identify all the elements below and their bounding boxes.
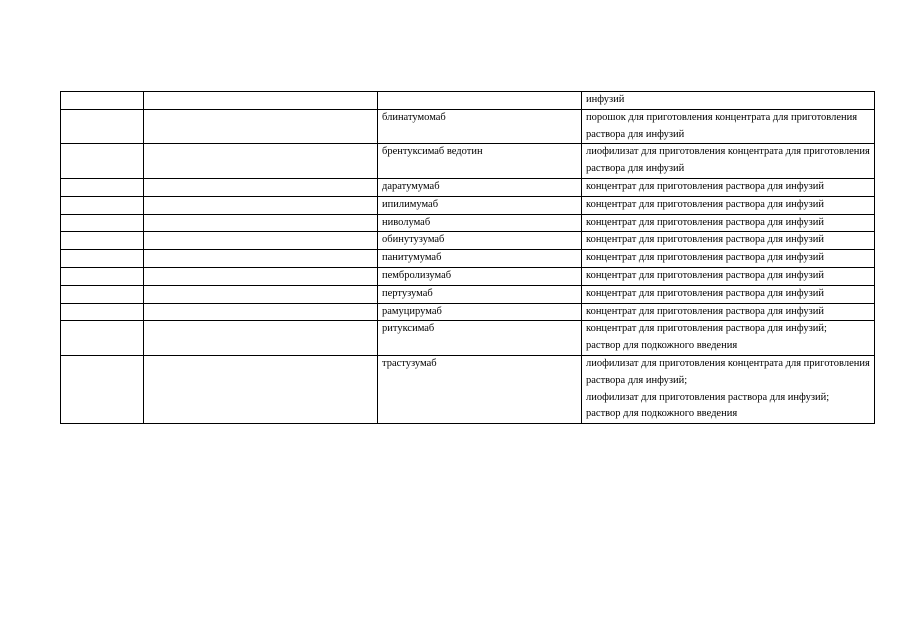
atc-group-cell: [144, 250, 378, 268]
atc-group-cell: [144, 109, 378, 144]
atc-code-cell: [61, 196, 144, 214]
dosage-form-line: концентрат для приготовления раствора для инфузий: [586, 216, 824, 228]
dosage-form-line: концентрат для приготовления раствора для инфузий;: [586, 323, 827, 335]
atc-code-cell: [61, 285, 144, 303]
dosage-form-cell: [582, 267, 875, 285]
atc-group-cell: [144, 196, 378, 214]
dosage-form-line: лиофилизат для приготовления раствора для инфузий;: [586, 391, 830, 403]
dosage-form-line: концентрат для приготовления раствора для инфузий: [586, 234, 824, 246]
drug-name-cell: пертузумаб: [378, 285, 582, 303]
dosage-form-cell: [582, 196, 875, 214]
dosage-form-line: раствор для подкожного введения: [586, 340, 738, 352]
table-row: [61, 214, 875, 232]
table-row: [61, 250, 875, 268]
drug-name-cell: трастузумаб: [378, 355, 582, 423]
dosage-form-line: концентрат для приготовления раствора для инфузий: [586, 252, 824, 264]
table-row: [61, 232, 875, 250]
dosage-form-cell: [582, 214, 875, 232]
dosage-form-line: концентрат для приготовления раствора для инфузий: [586, 269, 824, 281]
drug-name-cell: блинатумомаб: [378, 109, 582, 144]
drug-name-cell: обинутузумаб: [378, 232, 582, 250]
table-row: [61, 267, 875, 285]
table-row: [61, 144, 875, 179]
table-body: [61, 92, 875, 424]
dosage-form-cell: [582, 321, 875, 356]
atc-code-cell: [61, 109, 144, 144]
atc-code-cell: [61, 250, 144, 268]
atc-group-cell: [144, 303, 378, 321]
atc-group-cell: [144, 321, 378, 356]
drug-name-cell: ипилимумаб: [378, 196, 582, 214]
dosage-form-line: порошок для приготовления концентрата для приготовления раствора для инфузий: [586, 111, 858, 140]
dosage-form-cell: [582, 109, 875, 144]
atc-code-cell: [61, 178, 144, 196]
atc-group-cell: [144, 267, 378, 285]
dosage-form-cell: [582, 178, 875, 196]
dosage-form-cell: [582, 303, 875, 321]
table-row: [61, 196, 875, 214]
drug-name-cell: панитумумаб: [378, 250, 582, 268]
atc-group-cell: [144, 232, 378, 250]
table-row: [61, 303, 875, 321]
atc-code-cell: [61, 267, 144, 285]
drug-name-cell: пембролизумаб: [378, 267, 582, 285]
drug-name-cell: [378, 92, 582, 110]
dosage-form-line: раствор для подкожного введения: [586, 408, 738, 420]
atc-code-cell: [61, 92, 144, 110]
dosage-form-cell: [582, 92, 875, 110]
dosage-form-cell: [582, 144, 875, 179]
dosage-form-line: лиофилизат для приготовления концентрата для приготовления раствора для инфузий;: [586, 357, 870, 386]
atc-group-cell: [144, 285, 378, 303]
dosage-form-line: концентрат для приготовления раствора для инфузий: [586, 198, 824, 210]
atc-code-cell: [61, 232, 144, 250]
drug-name-cell: рамуцирумаб: [378, 303, 582, 321]
atc-code-cell: [61, 214, 144, 232]
dosage-form-line: лиофилизат для приготовления концентрата для приготовления раствора для инфузий: [586, 146, 870, 175]
atc-group-cell: [144, 92, 378, 110]
dosage-form-cell: [582, 250, 875, 268]
table-row: [61, 109, 875, 144]
atc-code-cell: [61, 321, 144, 356]
table-row: [61, 92, 875, 110]
table-row: [61, 321, 875, 356]
atc-group-cell: [144, 178, 378, 196]
drug-name-cell: ритуксимаб: [378, 321, 582, 356]
table-row: [61, 355, 875, 423]
drug-name-cell: брентуксимаб ведотин: [378, 144, 582, 179]
dosage-form-cell: [582, 232, 875, 250]
dosage-form-line: инфузий: [586, 94, 625, 105]
dosage-form-cell: [582, 285, 875, 303]
dosage-form-line: концентрат для приготовления раствора для инфузий: [586, 287, 824, 299]
dosage-form-line: концентрат для приготовления раствора для инфузий: [586, 305, 824, 317]
drug-name-cell: даратумумаб: [378, 178, 582, 196]
atc-group-cell: [144, 144, 378, 179]
drug-name-cell: ниволумаб: [378, 214, 582, 232]
atc-code-cell: [61, 303, 144, 321]
table-row: [61, 178, 875, 196]
atc-group-cell: [144, 355, 378, 423]
atc-group-cell: [144, 214, 378, 232]
table-row: [61, 285, 875, 303]
atc-code-cell: [61, 144, 144, 179]
dosage-form-line: концентрат для приготовления раствора для инфузий: [586, 180, 824, 192]
dosage-form-cell: [582, 355, 875, 423]
drug-table: [60, 91, 875, 424]
atc-code-cell: [61, 355, 144, 423]
